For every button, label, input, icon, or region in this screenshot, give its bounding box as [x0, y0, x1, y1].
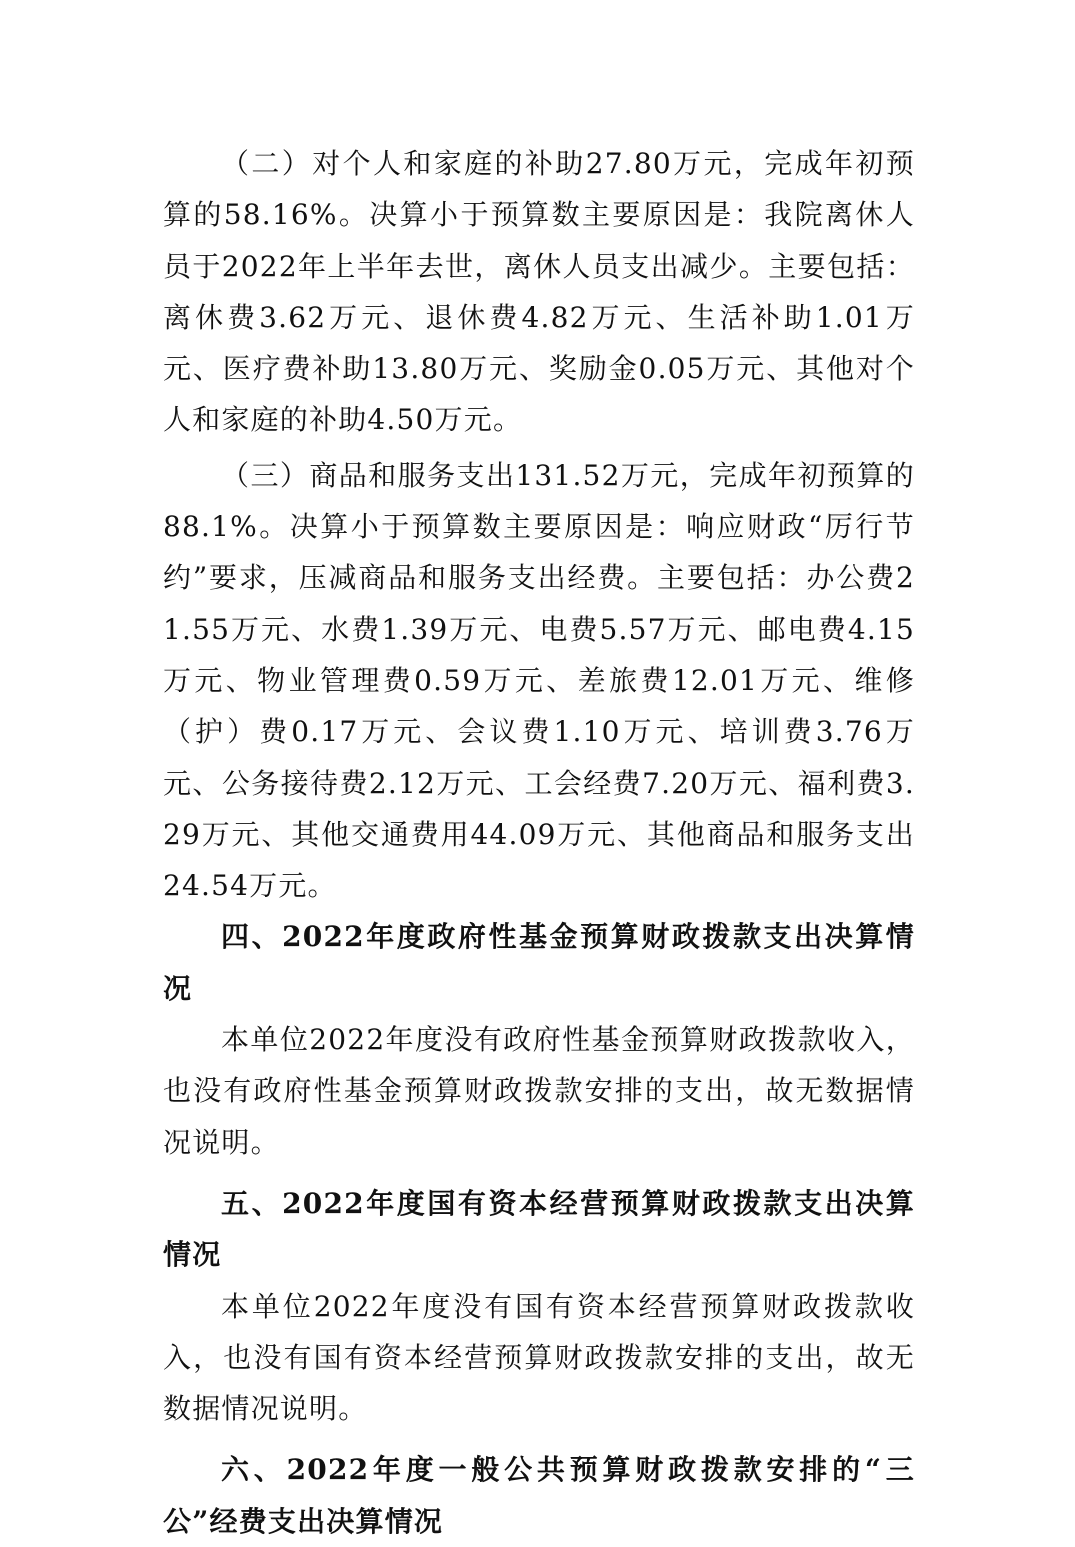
- paragraph-goods-services-expenditure: （三）商品和服务支出131.52万元，完成年初预算的88.1%。决算小于预算数主要原因是：响应财政“厉行节约”要求，压减商品和服务支出经费。主要包括：办公费21.55万元、水费1.39万元、电费5.57万元、邮电费4.15万元、物业管理费0.59万元、差旅费12.01万元、维修（护）费0.17万元、会议费1.10万元、培训费3.76万元、公务接待费2.12万元、工会经费7.20万元、福利费3.29万元、其他交通费用44.09万元、其他商品和服务支出24.54万元。: [163, 458, 915, 903]
- paragraph-personal-family-subsidy: （二）对个人和家庭的补助27.80万元，完成年初预算的58.16%。决算小于预算数主要原因是：我院离休人员于2022年上半年去世，离休人员支出减少。主要包括：离休费3.62万元、退休费4.82万元、生活补助1.01万元、医疗费补助13.80万元、奖励金0.05万元、其他对个人和家庭的补助4.50万元。: [163, 147, 915, 437]
- spacer: [163, 1168, 915, 1178]
- section-heading-state-capital: 五、2022年度国有资本经营预算财政拨款支出决算情况: [163, 1186, 915, 1272]
- document-body: [163, 138, 915, 1547]
- section-heading-three-public-expenses: 六、2022年度一般公共预算财政拨款安排的“三公”经费支出决算情况: [163, 1453, 915, 1538]
- spacer: [163, 1434, 915, 1444]
- section-heading-government-fund: 四、2022年度政府性基金预算财政拨款支出决算情况: [163, 920, 915, 1005]
- paragraph-state-capital: 本单位2022年度没有国有资本经营预算财政拨款收入，也没有国有资本经营预算财政拨款安排的支出，故无数据情况说明。: [163, 1289, 915, 1426]
- paragraph-government-fund: 本单位2022年度没有政府性基金预算财政拨款收入，也没有政府性基金预算财政拨款安排的支出，故无数据情况说明。: [163, 1023, 915, 1159]
